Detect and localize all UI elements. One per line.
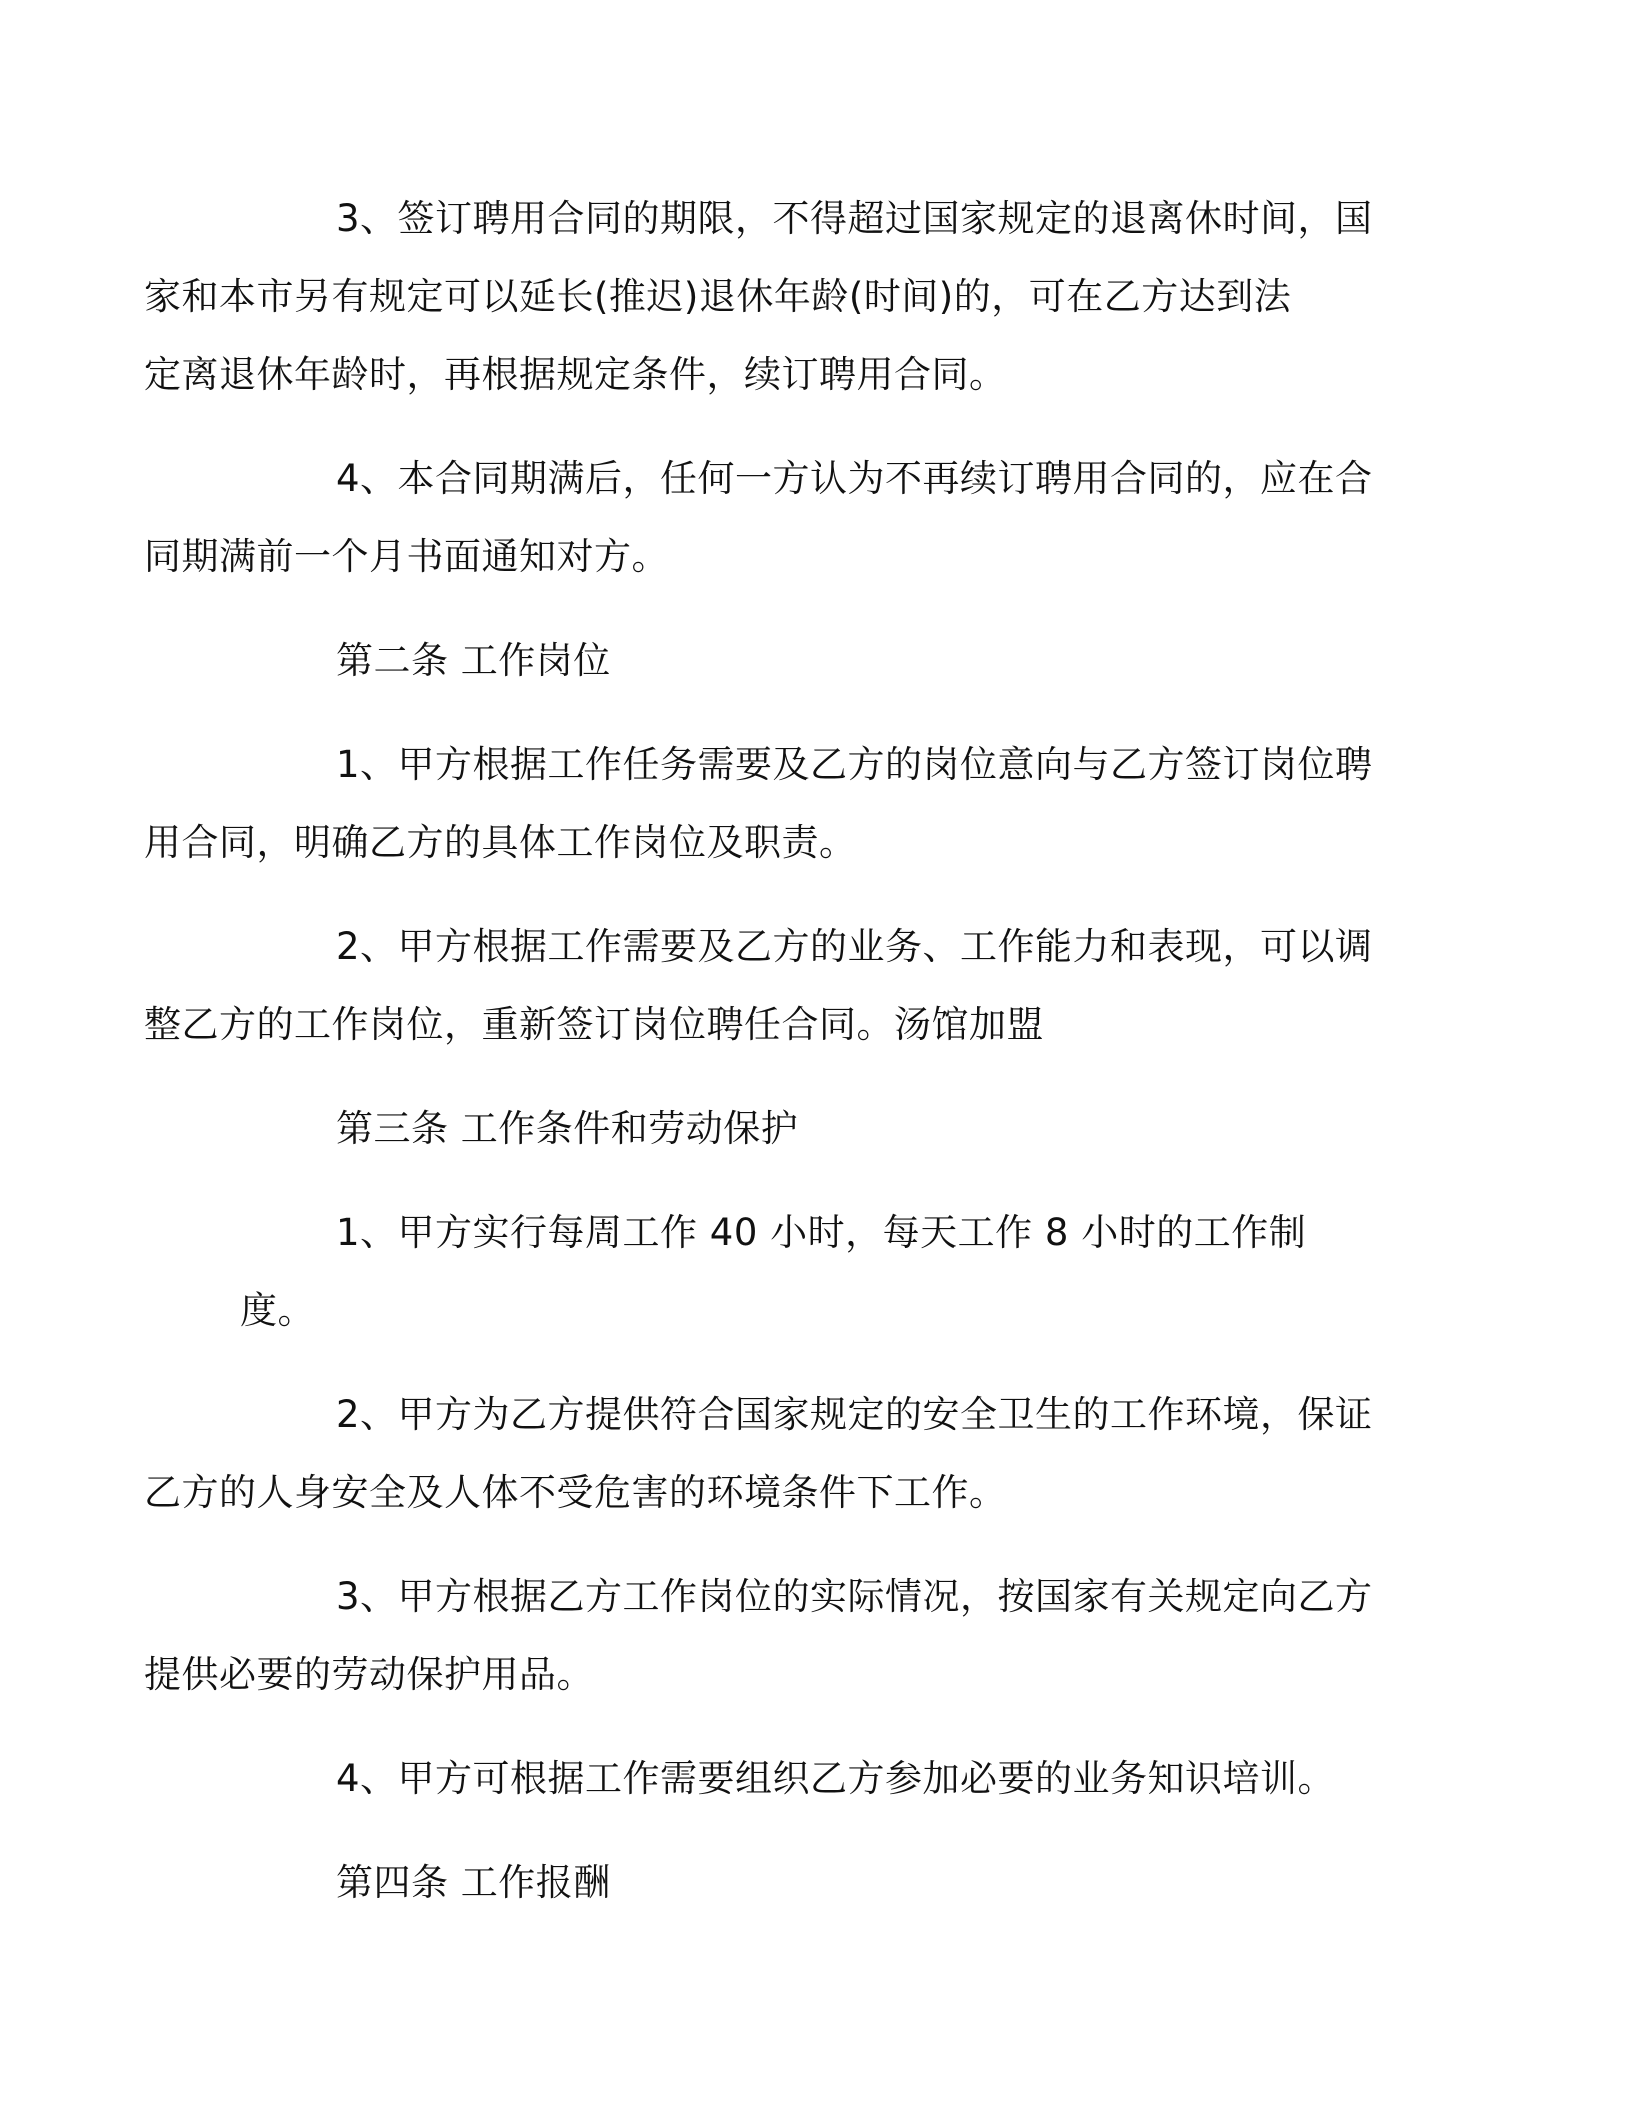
paragraph-line: 2、甲方根据工作需要及乙方的业务、工作能力和表现，可以调	[336, 925, 1373, 968]
paragraph-working-hours	[240, 1194, 1380, 1350]
document-body	[144, 180, 1380, 1948]
paragraph-line: 乙方的人身安全及人体不受危害的环境条件下工作。	[144, 1471, 1007, 1514]
paragraph-position-adjust	[144, 908, 1380, 1064]
paragraph-line: 1、甲方实行每周工作 40 小时，每天工作 8 小时的工作制度。	[240, 1211, 1307, 1332]
paragraph-line: 家和本市另有规定可以延长(推迟)退休年龄(时间)的，可在乙方达到法	[144, 275, 1292, 318]
paragraph-line: 3、签订聘用合同的期限，不得超过国家规定的退离休时间，国	[336, 197, 1373, 240]
paragraph-position-contract	[144, 726, 1380, 882]
paragraph-line: 同期满前一个月书面通知对方。	[144, 535, 669, 578]
paragraph-line: 2、甲方为乙方提供符合国家规定的安全卫生的工作环境，保证	[336, 1393, 1373, 1436]
paragraph-training	[240, 1740, 1380, 1818]
paragraph-line: 1、甲方根据工作任务需要及乙方的岗位意向与乙方签订岗位聘	[336, 743, 1373, 786]
section-heading: 第三条 工作条件和劳动保护	[336, 1107, 799, 1150]
paragraph-line: 提供必要的劳动保护用品。	[144, 1653, 594, 1696]
paragraph-term-limit	[144, 180, 1380, 414]
paragraph-line: 4、本合同期满后，任何一方认为不再续订聘用合同的，应在合	[336, 457, 1373, 500]
paragraph-line: 整乙方的工作岗位，重新签订岗位聘任合同。汤馆加盟	[144, 1003, 1044, 1046]
paragraph-renewal-notice	[144, 440, 1380, 596]
paragraph-line: 定离退休年龄时，再根据规定条件，续订聘用合同。	[144, 353, 1007, 396]
paragraph-protective-equipment	[144, 1558, 1380, 1714]
paragraph-safety-environment	[144, 1376, 1380, 1532]
paragraph-line: 3、甲方根据乙方工作岗位的实际情况，按国家有关规定向乙方	[336, 1575, 1373, 1618]
paragraph-line: 4、甲方可根据工作需要组织乙方参加必要的业务知识培训。	[336, 1757, 1336, 1800]
section-heading: 第四条 工作报酬	[336, 1861, 611, 1904]
section-heading: 第二条 工作岗位	[336, 639, 611, 682]
paragraph-line: 用合同，明确乙方的具体工作岗位及职责。	[144, 821, 857, 864]
